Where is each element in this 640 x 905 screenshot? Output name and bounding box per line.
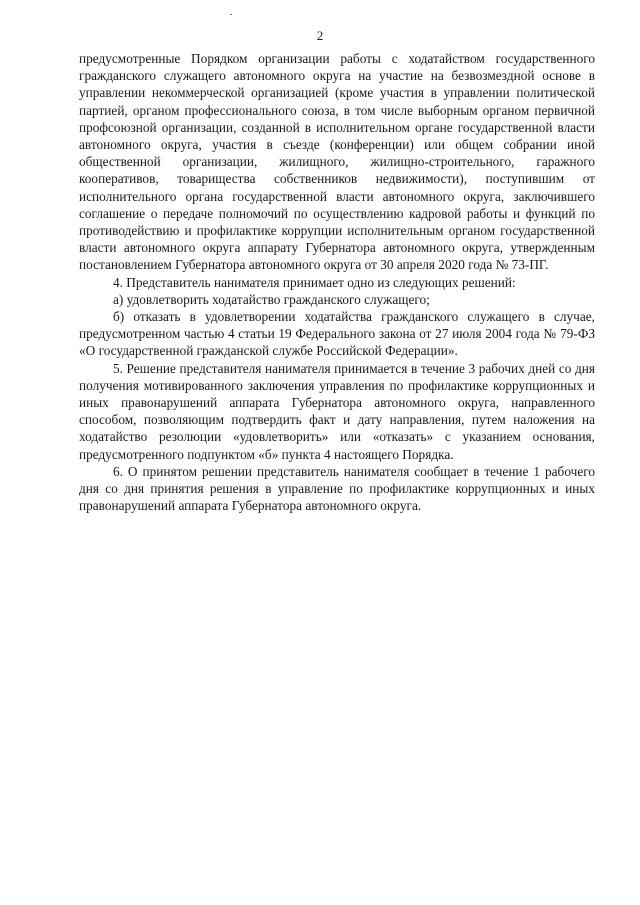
paragraph-subitem-a: а) удовлетворить ходатайство гражданского служащего; — [113, 291, 430, 307]
paragraph-continuation: предусмотренные Порядком организации работы с ходатайством государственного гражданского служащего автономного округа на участие на безвозмездной основе в управлении некоммерческой организацией (кроме участия в управлении политической партией, органом профессионального союза, в том числе выборным органом первичной профсоюзной организации, созданной в исполнительном органе государственной власти автономного округа, участия в съезде (конференции) или общем собрании иной общественной организации, жилищного, жилищно-строительного, гаражного кооперативов, товарищества собственников недвижимости), поступившим от исполнительного органа государственной власти автономного округа, заключившего соглашение о передаче полномочий по осуществлению кадровой работы и функций по противодействию и профилактике коррупции исполнительным органом государственной власти автономного округа аппарату Губернатора автономного округа, утвержденным постановлением Губернатора автономного округа от 30 апреля 2020 года № 73-ПГ. — [79, 51, 595, 273]
paragraph-subitem-b: б) отказать в удовлетворении ходатайства гражданского служащего в случае, предусмотренном частью 4 статьи 19 Федерального закона от 27 июля 2004 года № 79-ФЗ «О государственной гражданской службе Российской Федерации». — [79, 309, 595, 359]
scan-speck — [230, 14, 232, 15]
page-number: 2 — [316, 28, 324, 43]
document-body — [79, 50, 595, 514]
paragraph-item-6: 6. О принятом решении представитель нанимателя сообщает в течение 1 рабочего дня со дня принятия решения в управление по профилактике коррупционных и иных правонарушений аппарата Губернатора автономного округа. — [79, 463, 595, 514]
paragraph-item-4: 4. Представитель нанимателя принимает одно из следующих решений: — [113, 274, 516, 290]
paragraph-item-5: 5. Решение представителя нанимателя принимается в течение 3 рабочих дней со дня получения мотивированного заключения управления по профилактике коррупционных и иных правонарушений аппарата Губернатора автономного округа, направленного способом, позволяющим подтвердить факт и дату направления, путем наложения на ходатайство резолюции «удовлетворить» или «отказать» с указанием основания, предусмотренного подпунктом «б» пункта 4 настоящего Порядка. — [79, 360, 595, 462]
